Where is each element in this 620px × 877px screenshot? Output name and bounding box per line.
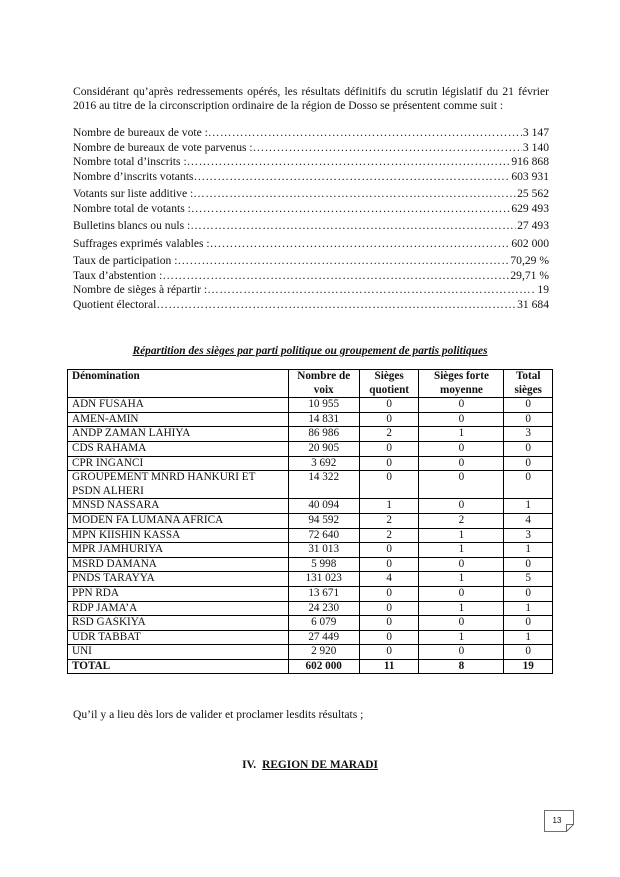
table-row [68,441,553,456]
section-title: REGION DE MARADI [262,759,378,771]
table-total-row [68,659,553,674]
cell-strong-average-seats: 1 [419,528,504,543]
page-number: 13 [552,816,562,825]
leader-dots [177,254,509,269]
cell-total-seats: 0 [504,471,553,499]
cell-votes: 10 955 [288,398,359,413]
cell-quotient-seats: 11 [359,659,419,674]
stat-inscrits-votants [73,170,549,185]
cell-quotient-seats: 0 [359,586,419,601]
cell-quotient-seats: 2 [359,528,419,543]
stat-value: 19 [537,283,549,296]
table-row [68,645,553,660]
cell-total-seats: 4 [504,513,553,528]
table-row [68,601,553,616]
table-row [68,586,553,601]
table-row [68,528,553,543]
cell-quotient-seats: 1 [359,499,419,514]
stat-suffrages-exprimes [73,237,549,252]
table-row [68,427,553,442]
stat-label: Nombre de bureaux de vote parvenus : [73,140,253,154]
stat-bureaux-vote [73,126,549,141]
stats-list [73,126,549,312]
cell-total-seats: 3 [504,528,553,543]
leader-dots [210,237,511,252]
cell-quotient-seats: 0 [359,398,419,413]
cell-votes: 40 094 [288,499,359,514]
cell-quotient-seats: 0 [359,412,419,427]
table-row [68,412,553,427]
cell-votes: 131 023 [288,572,359,587]
stat-label: Nombre total d’inscrits : [73,155,187,168]
seat-distribution-table [67,369,553,674]
leader-dots [162,269,509,284]
cell-denomination: CDS RAHAMA [68,441,289,456]
section-number: IV. [242,759,257,771]
table-body [68,398,553,674]
cell-strong-average-seats: 0 [419,499,504,514]
cell-total-seats: 0 [504,412,553,427]
cell-votes: 27 449 [288,630,359,645]
cell-total-seats: 0 [504,441,553,456]
stat-bureaux-parvenus [73,141,549,156]
stat-value: 70,29 % [510,254,549,267]
cell-quotient-seats: 0 [359,543,419,558]
cell-denomination: MPR JAMHURIYA [68,543,289,558]
cell-quotient-seats: 4 [359,572,419,587]
cell-strong-average-seats: 2 [419,513,504,528]
cell-strong-average-seats: 1 [419,572,504,587]
leader-dots [190,219,516,234]
stat-inscrits [73,155,549,170]
table-row [68,630,553,645]
stat-label: Taux d’abstention : [73,268,163,282]
cell-votes: 5 998 [288,557,359,572]
section-heading [0,759,620,771]
cell-denomination: AMEN-AMIN [68,412,289,427]
stat-value: 916 868 [511,155,549,168]
cell-quotient-seats: 0 [359,441,419,456]
table-row [68,471,553,499]
table-row [68,572,553,587]
cell-total-seats: 1 [504,543,553,558]
cell-strong-average-seats: 0 [419,471,504,499]
stat-value: 602 000 [511,236,549,250]
stat-value: 29,71 % [510,268,549,282]
cell-votes: 14 322 [288,471,359,499]
cell-strong-average-seats: 1 [419,601,504,616]
stat-value: 27 493 [517,219,549,232]
cell-denomination: ANDP ZAMAN LAHIYA [68,427,289,442]
cell-strong-average-seats: 0 [419,616,504,631]
stat-label: Nombre de bureaux de vote : [73,126,208,139]
cell-votes: 13 671 [288,586,359,601]
cell-denomination: MSRD DAMANA [68,557,289,572]
stat-label: Nombre de sièges à répartir : [73,283,208,296]
cell-denomination: UDR TABBAT [68,630,289,645]
cell-total-seats: 1 [504,601,553,616]
leader-dots [207,283,536,298]
cell-strong-average-seats: 0 [419,645,504,660]
table-row [68,499,553,514]
stat-quotient-electoral [73,298,549,313]
cell-total-seats: 0 [504,456,553,471]
table-title: Répartition des sièges par parti politique ou groupement de partis politiques [132,345,488,357]
cell-total-seats: 0 [504,557,553,572]
table-row [68,513,553,528]
cell-votes: 14 831 [288,412,359,427]
stat-value: 3 147 [522,126,549,139]
cell-votes: 31 013 [288,543,359,558]
cell-quotient-seats: 0 [359,557,419,572]
stat-value: 25 562 [517,187,549,200]
cell-strong-average-seats: 0 [419,586,504,601]
stat-liste-additive [73,187,549,202]
cell-total-seats: 0 [504,616,553,631]
header-quotient-seats: Sièges quotient [359,370,419,398]
cell-strong-average-seats: 0 [419,441,504,456]
conclusion-text: Qu’il y a lieu dès lors de valider et proclamer lesdits résultats ; [73,708,364,721]
cell-quotient-seats: 0 [359,456,419,471]
cell-denomination: RSD GASKIYA [68,616,289,631]
cell-strong-average-seats: 0 [419,398,504,413]
cell-votes: 6 079 [288,616,359,631]
leader-dots [191,202,510,217]
stat-sieges-repartir [73,283,549,298]
leader-dots [156,298,516,313]
stat-taux-participation [73,254,549,269]
table-row [68,557,553,572]
leader-dots [208,126,522,141]
leader-dots [187,155,511,170]
cell-denomination: GROUPEMENT MNRD HANKURI ET PSDN ALHERI [68,471,289,499]
cell-denomination: PNDS TARAYYA [68,572,289,587]
cell-strong-average-seats: 1 [419,630,504,645]
cell-votes: 602 000 [288,659,359,674]
cell-total-seats: 3 [504,427,553,442]
cell-strong-average-seats: 8 [419,659,504,674]
stat-label: Nombre d’inscrits votants [73,169,194,183]
cell-strong-average-seats: 0 [419,456,504,471]
cell-votes: 86 986 [288,427,359,442]
table-row [68,456,553,471]
cell-votes: 3 692 [288,456,359,471]
cell-votes: 94 592 [288,513,359,528]
stat-bulletins-nuls [73,219,549,234]
cell-quotient-seats: 0 [359,630,419,645]
cell-quotient-seats: 0 [359,645,419,660]
cell-strong-average-seats: 0 [419,412,504,427]
stat-label: Quotient électoral [73,297,157,311]
cell-denomination: RDP JAMA’A [68,601,289,616]
stat-value: 3 140 [522,140,549,154]
cell-total-seats: 1 [504,499,553,514]
stat-total-votants [73,202,549,217]
table-row [68,398,553,413]
leader-dots [253,141,522,156]
cell-denomination: UNI [68,645,289,660]
cell-quotient-seats: 2 [359,513,419,528]
stat-value: 629 493 [511,201,549,215]
page-number-box [544,810,574,832]
header-votes: Nombre de voix [288,370,359,398]
header-total-seats: Total sièges [504,370,553,398]
leader-dots [193,187,516,202]
header-denomination: Dénomination [68,370,289,398]
cell-total-seats: 19 [504,659,553,674]
header-strong-average-seats: Sièges forte moyenne [419,370,504,398]
leader-dots [193,170,510,185]
cell-denomination: TOTAL [68,659,289,674]
cell-votes: 24 230 [288,601,359,616]
cell-denomination: ADN FUSAHA [68,398,289,413]
cell-total-seats: 0 [504,398,553,413]
cell-quotient-seats: 2 [359,427,419,442]
cell-strong-average-seats: 0 [419,557,504,572]
cell-strong-average-seats: 1 [419,543,504,558]
cell-total-seats: 1 [504,630,553,645]
cell-total-seats: 5 [504,572,553,587]
cell-denomination: CPR INGANCI [68,456,289,471]
stat-label: Suffrages exprimés valables : [73,236,210,250]
cell-strong-average-seats: 1 [419,427,504,442]
cell-denomination: MODEN FA LUMANA AFRICA [68,513,289,528]
stat-label: Votants sur liste additive : [73,187,194,200]
table-row [68,543,553,558]
cell-denomination: PPN RDA [68,586,289,601]
cell-quotient-seats: 0 [359,471,419,499]
cell-quotient-seats: 0 [359,616,419,631]
table-row [68,616,553,631]
cell-votes: 2 920 [288,645,359,660]
stat-value: 603 931 [511,169,549,183]
stat-label: Taux de participation : [73,254,178,267]
stat-value: 31 684 [517,297,549,311]
cell-votes: 20 905 [288,441,359,456]
cell-total-seats: 0 [504,586,553,601]
cell-denomination: MNSD NASSARA [68,499,289,514]
stat-label: Bulletins blancs ou nuls : [73,219,191,232]
stat-label: Nombre total de votants : [73,201,191,215]
stat-taux-abstention [73,269,549,284]
table-header-row [68,370,553,398]
intro-paragraph: Considérant qu’après redressements opérés, les résultats définitifs du scrutin législatif du 21 février 2016 au titre de la circonscription ordinaire de la région de Dosso se présentent comme suit : [73,84,549,113]
cell-total-seats: 0 [504,645,553,660]
cell-votes: 72 640 [288,528,359,543]
cell-denomination: MPN KIISHIN KASSA [68,528,289,543]
cell-quotient-seats: 0 [359,601,419,616]
